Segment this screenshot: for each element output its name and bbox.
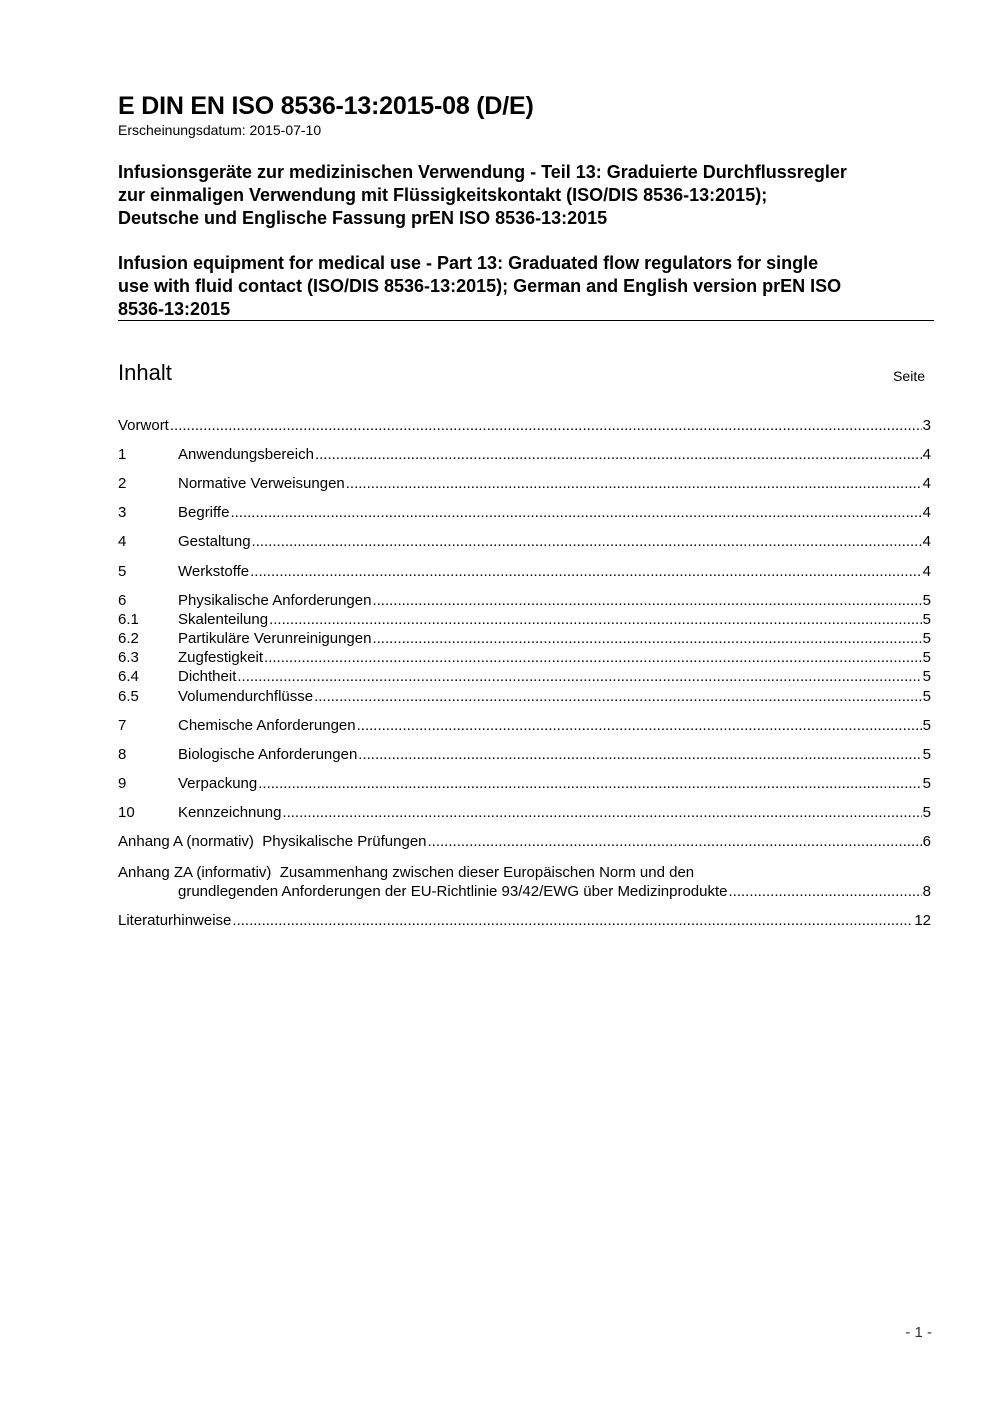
- toc-entry-literatur[interactable]: [118, 911, 931, 931]
- page-number: - 1 -: [905, 1324, 932, 1341]
- toc-entry-label: Werkstoffe: [178, 563, 250, 580]
- toc-entry-label: Gestaltung: [178, 533, 251, 550]
- toc-entry-3[interactable]: [118, 503, 931, 523]
- toc-entry-6-2[interactable]: [118, 629, 931, 649]
- toc-leader-dots: [230, 503, 921, 523]
- toc-entry-label: Physikalische Anforderungen: [178, 592, 372, 609]
- toc-entry-number: 8: [118, 746, 127, 763]
- toc-entry-vorwort[interactable]: [118, 416, 931, 436]
- toc-entry-page: 4: [922, 533, 931, 550]
- title-german-line: Deutsche und Englische Fassung prEN ISO 8536-13:2015: [118, 208, 608, 228]
- toc-entry-page: 5: [922, 592, 931, 609]
- title-german: [118, 161, 938, 230]
- toc-entry-page: 4: [922, 504, 931, 521]
- toc-entry-label: Biologische Anforderungen: [178, 746, 358, 763]
- toc-leader-dots: [232, 911, 913, 931]
- toc-entry-page: 4: [922, 563, 931, 580]
- toc-leader-dots: [314, 687, 922, 707]
- toc-entry-number: 6.5: [118, 688, 139, 705]
- toc-entry-label: Chemische Anforderungen: [178, 717, 356, 734]
- header-divider: [118, 320, 934, 321]
- toc-heading: Inhalt: [118, 360, 172, 385]
- toc-leader-dots: [237, 667, 921, 687]
- toc-entry-label: Skalenteilung: [178, 611, 269, 628]
- toc-entry-7[interactable]: [118, 716, 931, 736]
- toc-entry-10[interactable]: [118, 803, 931, 823]
- toc-entry-page: 4: [922, 475, 931, 492]
- toc-entry-label: Verpackung: [178, 775, 258, 792]
- toc-entry-2[interactable]: [118, 474, 931, 494]
- toc-entry-number: 9: [118, 775, 127, 792]
- toc-leader-dots: [282, 803, 921, 823]
- toc-entry-number: 6.1: [118, 611, 139, 628]
- toc-leader-dots: [372, 629, 921, 649]
- toc-leader-dots: [372, 591, 921, 611]
- toc-entry-label: Zugfestigkeit: [178, 649, 264, 666]
- toc-entry-6-3[interactable]: [118, 648, 931, 668]
- toc-entry-page: 5: [922, 804, 931, 821]
- toc-entry-page: 5: [922, 717, 931, 734]
- toc-entry-page: 5: [922, 775, 931, 792]
- title-german-line: Infusionsgeräte zur medizinischen Verwendung - Teil 13: Graduierte Durchflussregler: [118, 162, 847, 182]
- toc-leader-dots: [269, 610, 922, 630]
- title-english-line: use with fluid contact (ISO/DIS 8536-13:2015); German and English version prEN ISO: [118, 276, 842, 296]
- toc-leader-dots: [315, 445, 922, 465]
- toc-entry-number: 5: [118, 563, 127, 580]
- toc-entry-label: Begriffe: [178, 504, 230, 521]
- document-id: E DIN EN ISO 8536-13:2015-08 (D/E): [118, 92, 534, 120]
- toc-entry-number: 6.4: [118, 668, 139, 685]
- toc-entry-5[interactable]: [118, 562, 931, 582]
- toc-entry-label: Partikuläre Verunreinigungen: [178, 630, 372, 647]
- toc-entry-annex-za[interactable]: [118, 882, 931, 902]
- title-german-line: zur einmaligen Verwendung mit Flüssigkeitskontakt (ISO/DIS 8536-13:2015);: [118, 185, 768, 205]
- toc-leader-dots: [346, 474, 922, 494]
- toc-entry-8[interactable]: [118, 745, 931, 765]
- toc-entry-annex-za-title[interactable]: Anhang ZA (informativ) Zusammenhang zwischen dieser Europäischen Norm und den: [118, 864, 695, 881]
- toc-leader-dots: [357, 716, 922, 736]
- toc-leader-dots: [170, 416, 922, 436]
- toc-entry-number: 10: [118, 804, 135, 821]
- toc-entry-page: 5: [922, 649, 931, 666]
- toc-entry-6-4[interactable]: [118, 667, 931, 687]
- toc-entry-page: 5: [922, 630, 931, 647]
- toc-entry-6-1[interactable]: [118, 610, 931, 630]
- toc-entry-label: Literaturhinweise: [118, 912, 232, 929]
- toc-entry-label: Vorwort: [118, 417, 169, 434]
- toc-entry-number: 6.3: [118, 649, 139, 666]
- toc-entry-page: 5: [922, 688, 931, 705]
- toc-leader-dots: [252, 532, 922, 552]
- toc-entry-4[interactable]: [118, 532, 931, 552]
- toc-entry-annex-a[interactable]: [118, 832, 931, 852]
- toc-entry-page: 4: [922, 446, 931, 463]
- toc-leader-dots: [250, 562, 922, 582]
- toc-entry-label: Volumendurchflüsse: [178, 688, 314, 705]
- toc-entry-9[interactable]: [118, 774, 931, 794]
- toc-leader-dots: [428, 832, 922, 852]
- toc-entry-page: 5: [922, 611, 931, 628]
- toc-entry-1[interactable]: [118, 445, 931, 465]
- toc-entry-page: 5: [922, 668, 931, 685]
- toc-entry-label: Anhang A (normativ) Physikalische Prüfungen: [118, 833, 427, 850]
- toc-entry-page: 5: [922, 746, 931, 763]
- toc-entry-number: 1: [118, 446, 127, 463]
- toc-leader-dots: [729, 882, 922, 902]
- toc-leader-dots: [358, 745, 921, 765]
- toc-entry-number: 3: [118, 504, 127, 521]
- toc-entry-number: 7: [118, 717, 127, 734]
- toc-entry-number: 6.2: [118, 630, 139, 647]
- toc-page-column-label: Seite: [893, 368, 925, 384]
- toc-entry-page: 12: [914, 912, 931, 929]
- toc-entry-number: 6: [118, 592, 127, 609]
- toc-entry-number: 4: [118, 533, 127, 550]
- toc-entry-6-5[interactable]: [118, 687, 931, 707]
- toc-entry-number: 2: [118, 475, 127, 492]
- toc-entry-6[interactable]: [118, 591, 931, 611]
- toc-entry-label: Anwendungsbereich: [178, 446, 314, 463]
- title-english: [118, 252, 938, 321]
- toc-entry-page: 6: [922, 833, 931, 850]
- publication-date: Erscheinungsdatum: 2015-07-10: [118, 122, 322, 138]
- toc-leader-dots: [258, 774, 921, 794]
- toc-entry-label: Kennzeichnung: [178, 804, 282, 821]
- toc-entry-label: Dichtheit: [178, 668, 237, 685]
- toc-entry-page: 8: [922, 883, 931, 900]
- toc-entry-label: Normative Verweisungen: [178, 475, 345, 492]
- title-english-line: Infusion equipment for medical use - Part 13: Graduated flow regulators for single: [118, 253, 819, 273]
- title-english-line: 8536-13:2015: [118, 299, 231, 319]
- toc-entry-label: grundlegenden Anforderungen der EU-Richtlinie 93/42/EWG über Medizinprodukte: [178, 883, 728, 900]
- toc-entry-page: 3: [922, 417, 931, 434]
- toc-leader-dots: [264, 648, 922, 668]
